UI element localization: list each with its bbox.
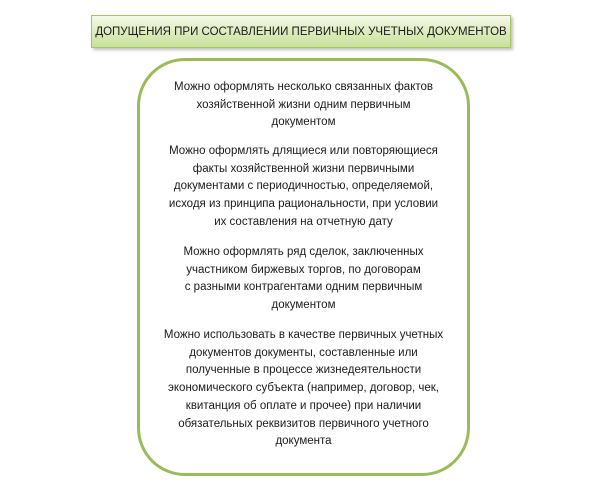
assumption-item-3-line-3: с разными контрагентами одним первичным [184, 281, 423, 294]
assumption-item-1-line-1: Можно оформлять несколько связанных фактов [173, 81, 433, 93]
assumption-item-1-line-2: хозяйственной жизни одним первичным [196, 98, 411, 111]
assumption-item-4-line-4: экономического субъекта (например, договор, чек, [168, 382, 439, 395]
assumption-item-2-line-2: факты хозяйственной жизни первичными [192, 162, 415, 175]
assumption-item-3-line-2: участником биржевых торгов, по договорам [186, 263, 421, 276]
assumption-item-4-line-3: полученные в процессе жизнедеятельности [185, 364, 422, 377]
assumption-item-1 [150, 79, 457, 132]
assumption-item-4-line-7: документа [275, 435, 332, 448]
assumption-item-2-line-1: Можно оформлять длящиеся или повторяющиеся [169, 145, 438, 157]
assumption-item-4-line-2: документов документы, составленные или [189, 346, 418, 359]
diagram-title-box [91, 15, 511, 48]
assumption-item-2-line-3: документами с периодичностью, определяемой, [173, 180, 434, 193]
assumption-item-3 [150, 244, 457, 315]
assumption-item-4-line-1: Можно использовать в качестве первичных учетных [163, 329, 444, 341]
assumption-item-4-line-6: обязательных реквизитов первичного учетного [178, 417, 429, 430]
assumption-item-4 [150, 327, 457, 451]
diagram-title: ДОПУЩЕНИЯ ПРИ СОСТАВЛЕНИИ ПЕРВИЧНЫХ УЧЕТНЫХ ДОКУМЕНТОВ [95, 25, 507, 38]
assumption-item-1-line-3: документом [271, 116, 336, 129]
assumption-item-2-line-4: исходя из принципа рациональности, при условии [168, 198, 439, 211]
assumption-item-3-line-1: Можно оформлять ряд сделок, заключенных [183, 246, 424, 258]
assumption-item-2 [150, 143, 457, 232]
assumption-item-2-line-5: их составления на отчетную дату [214, 215, 393, 228]
assumption-item-3-line-4: документом [271, 299, 336, 312]
assumption-item-4-line-5: квитанция об оплате и прочее) при наличии [185, 399, 422, 412]
